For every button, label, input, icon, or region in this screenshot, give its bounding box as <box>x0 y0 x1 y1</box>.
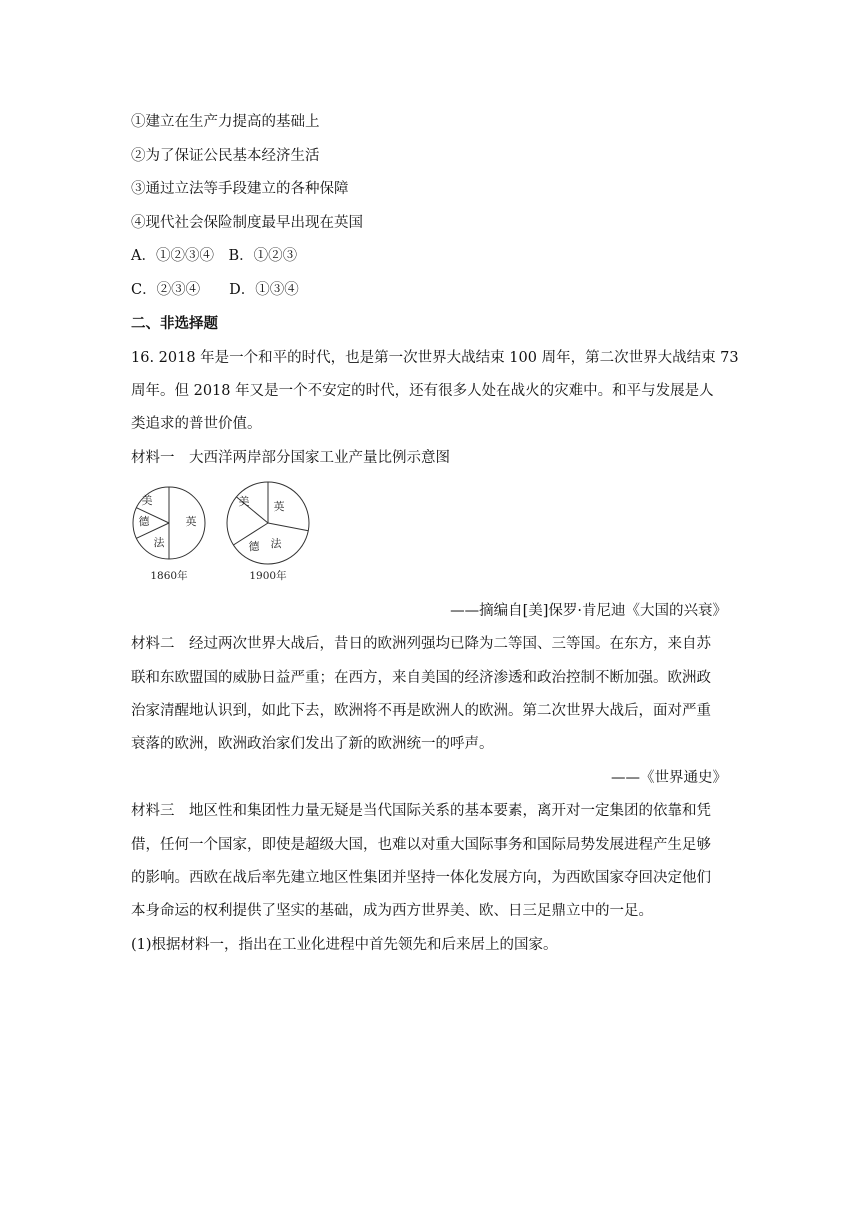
material2-line-2: 联和东欧盟国的威胁日益严重；在西方，来自美国的经济渗透和政治控制不断加强。欧洲政 <box>131 670 711 686</box>
pie-slice-label: 法 <box>153 536 165 549</box>
material3-line-3: 的影响。西欧在战后率先建立地区性集团并坚持一体化发展方向，为西欧国家夺回决定他们 <box>131 870 711 886</box>
question-1: (1)根据材料一，指出在工业化进程中首先领先和后来居上的国家。 <box>131 937 558 953</box>
option-4: ④现代社会保险制度最早出现在英国 <box>131 215 363 231</box>
pie-slice-label: 英 <box>273 500 285 513</box>
material3-line-2: 借，任何一个国家，即使是超级大国，也难以对重大国际事务和国际局势发展进程产生足够 <box>131 837 711 853</box>
choices-row-1: A．①②③④ B．①②③ <box>131 248 298 264</box>
q16-line-2: 周年。但 2018 年又是一个不安定的时代，还有很多人处在战火的灾难中。和平与发展是人 <box>131 383 714 399</box>
pie-charts-svg <box>131 480 321 588</box>
option-1: ①建立在生产力提高的基础上 <box>131 114 320 130</box>
option-3: ③通过立法等手段建立的各种保障 <box>131 181 349 197</box>
pie-slice-label: 法 <box>270 537 282 550</box>
q16-line-1: 16. 2018 年是一个和平的时代，也是第一次世界大战结束 100 周年，第二次世界大战结束 73 <box>131 350 739 366</box>
material2-line-3: 治家清醒地认识到，如此下去，欧洲将不再是欧洲人的欧洲。第二次世界大战后，面对严重 <box>131 703 711 719</box>
material3-line-1: 材料三 地区性和集团性力量无疑是当代国际关系的基本要素，离开对一定集团的依靠和凭 <box>131 803 711 819</box>
pie-slice-label: 英 <box>185 515 197 528</box>
option-2: ②为了保证公民基本经济生活 <box>131 148 320 164</box>
pie-year-label: 1860年 <box>150 570 188 582</box>
q16-line-3: 类追求的普世价值。 <box>131 416 262 432</box>
pie-slice-label: 德 <box>138 515 150 528</box>
pie-slice-label: 美 <box>141 494 153 507</box>
section-title: 二、非选择题 <box>131 315 218 332</box>
material1-title: 材料一 大西洋两岸部分国家工业产量比例示意图 <box>131 450 450 466</box>
pie-year-label: 1900年 <box>249 570 287 582</box>
pie-charts-figure <box>131 480 321 588</box>
pie-slice-label: 德 <box>248 540 260 553</box>
material2-source: ——《世界通史》 <box>611 770 727 786</box>
material3-line-4: 本身命运的权利提供了坚实的基础，成为西方世界美、欧、日三足鼎立中的一足。 <box>131 903 653 919</box>
choices-row-2: C．②③④ D．①③④ <box>131 282 299 298</box>
material2-line-1: 材料二 经过两次世界大战后，昔日的欧洲列强均已降为二等国、三等国。在东方，来自苏 <box>131 636 711 652</box>
material1-source: ——摘编自[美]保罗·肯尼迪《大国的兴衰》 <box>450 603 727 619</box>
pie-slice-label: 美 <box>238 495 250 508</box>
material2-line-4: 衰落的欧洲，欧洲政治家们发出了新的欧洲统一的呼声。 <box>131 736 494 752</box>
